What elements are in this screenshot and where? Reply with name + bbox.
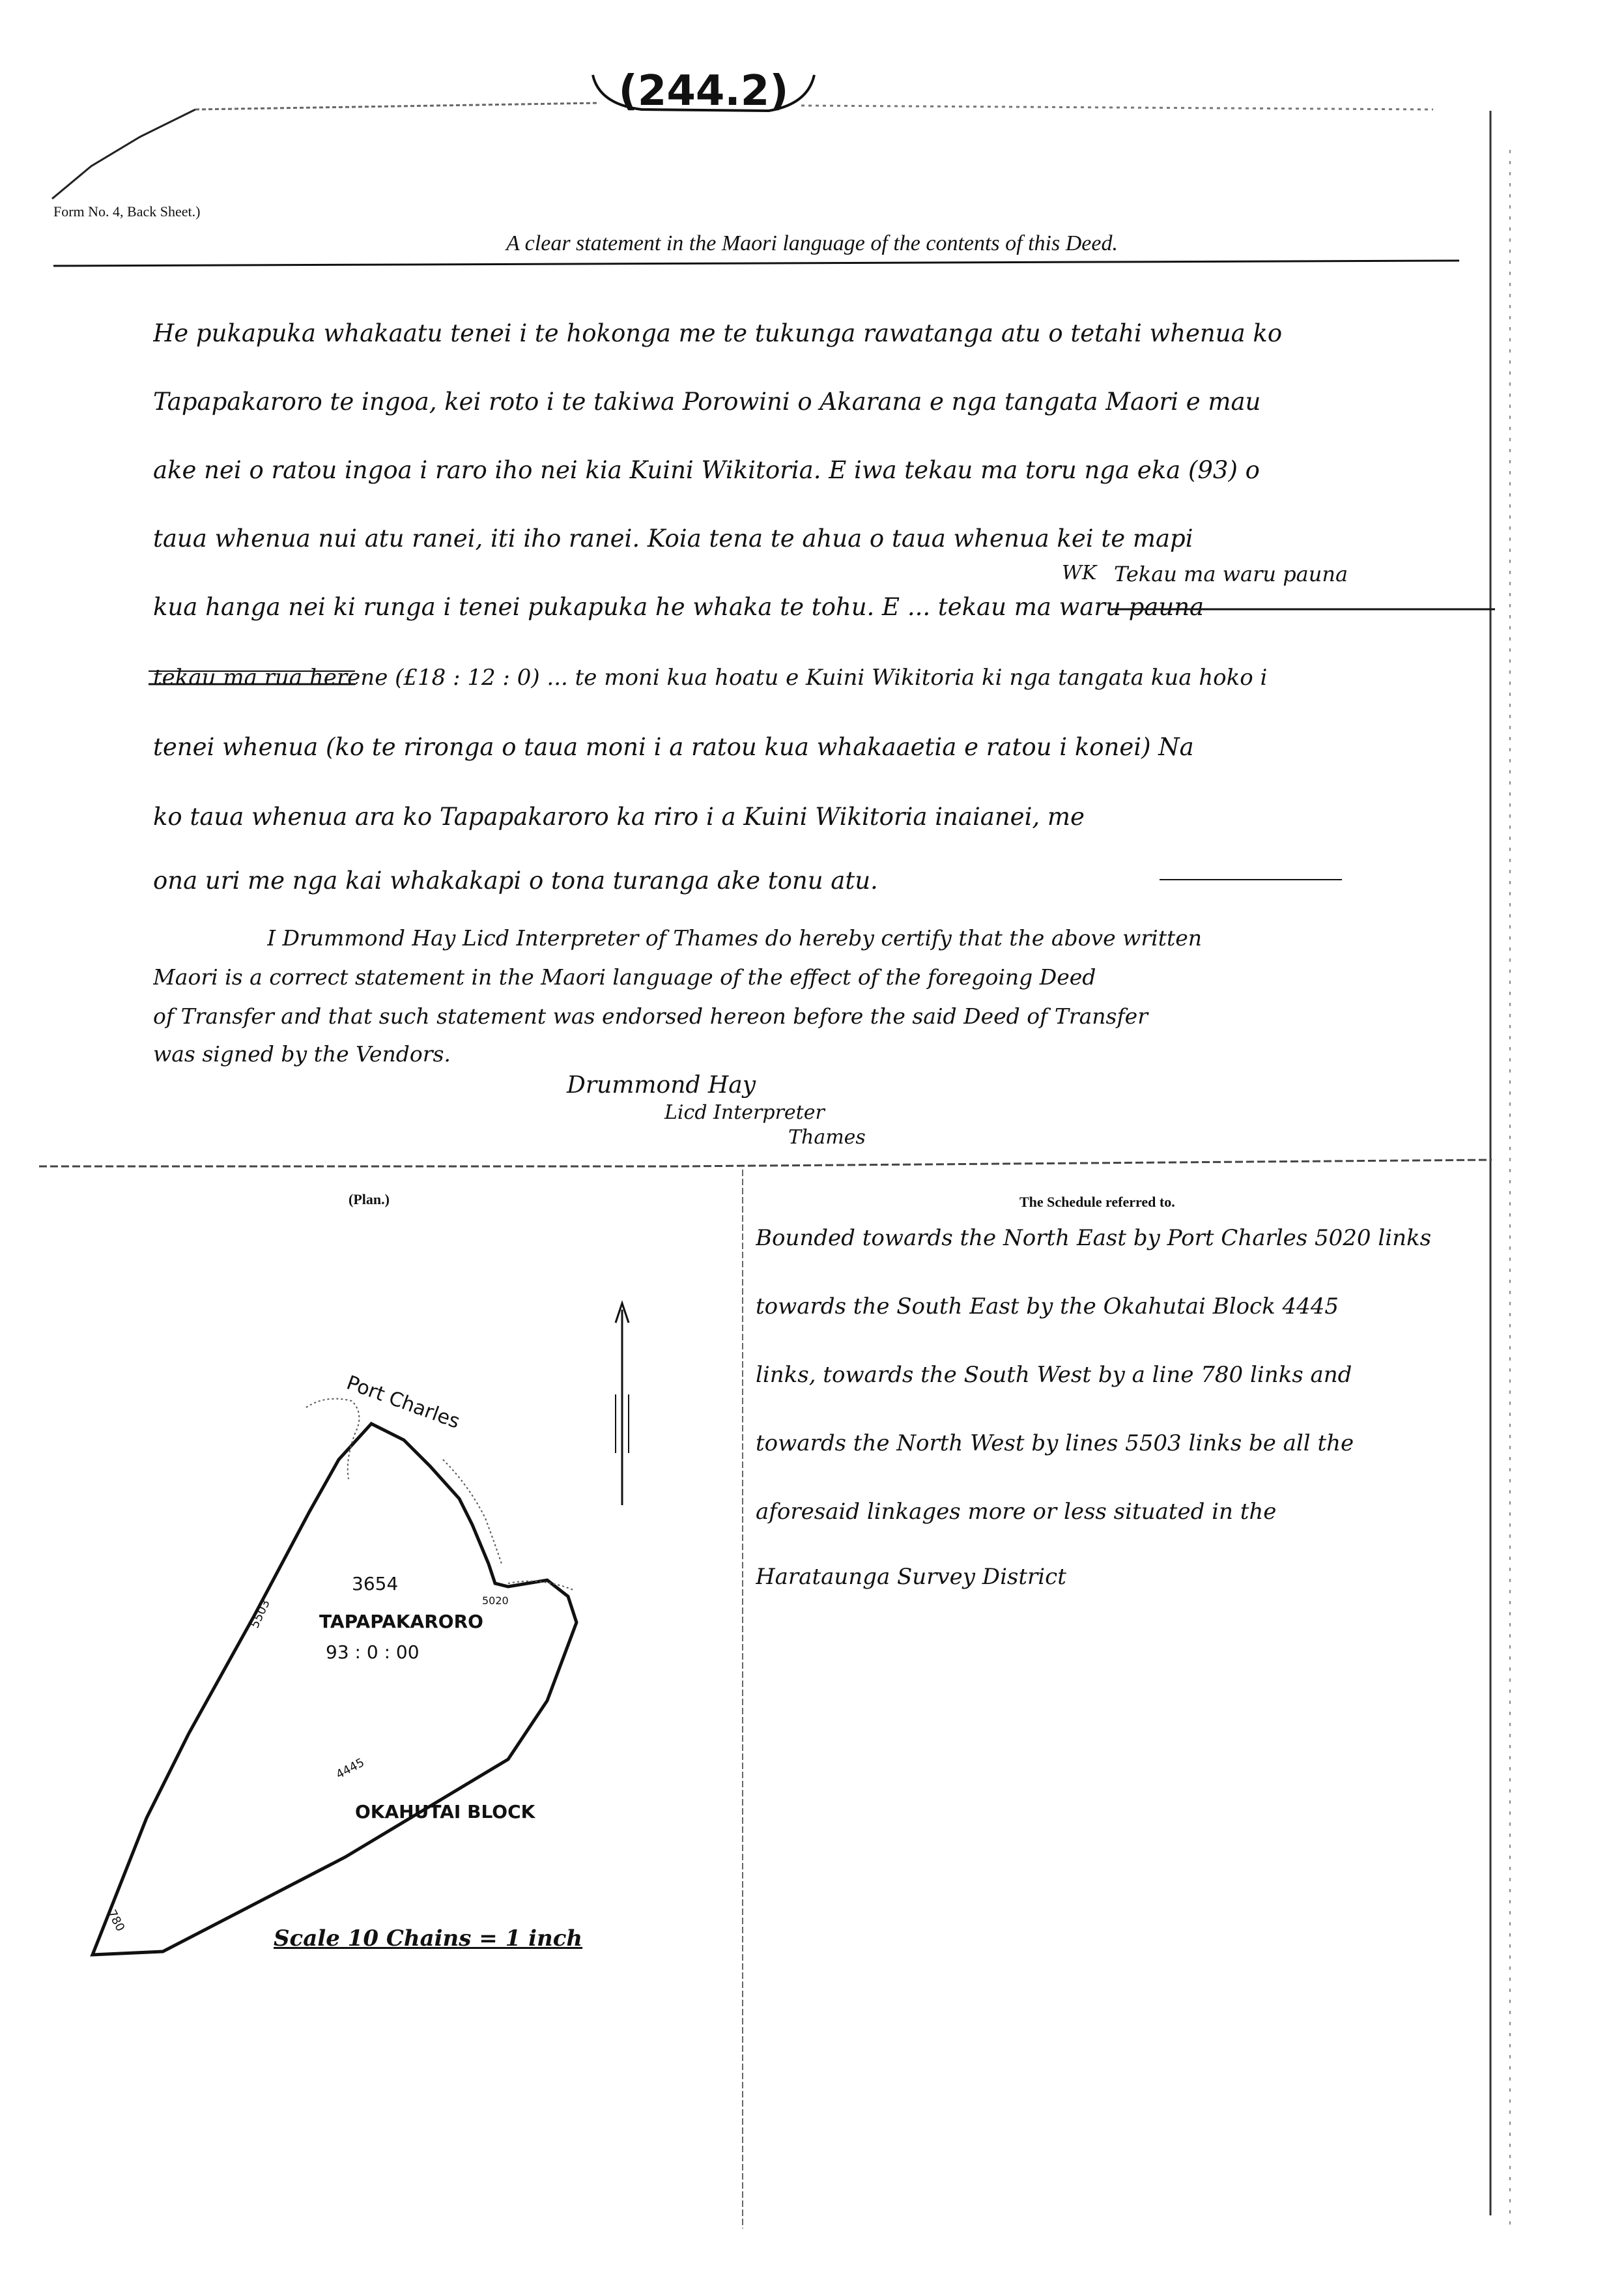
plan-scale: Scale 10 Chains = 1 inch [274,1925,583,1952]
statement-line: ko taua whenua ara ko Tapapakaroro ka riro i a Kuini Wikitoria inaianei, me [153,803,1085,831]
certificate-line: was signed by the Vendors. [153,1041,451,1067]
form-label: Form No. 4, Back Sheet.) [53,203,201,220]
length-south-west: 780 [104,1907,128,1934]
interlineation-initials: WK [1062,562,1097,584]
statement-line: ona uri me nga kai whakakapi o tona turanga ake tonu atu. [153,867,878,895]
length-south-east: 4445 [334,1755,367,1782]
schedule-line: Harataunga Survey District [756,1564,1066,1590]
length-north-west: 5503 [248,1597,273,1631]
statement-line: ake nei o ratou ingoa i raro iho nei kia Kuini Wikitoria. E iwa tekau ma toru nga eka (93) o [153,456,1260,484]
harbour-label: Port Charles [343,1371,463,1434]
section-divider [39,1160,1492,1166]
adjoining-block-label: OKAHUTAI BLOCK [355,1801,535,1823]
schedule-line: towards the South East by the Okahutai Block 4445 [756,1293,1339,1319]
tapapakaroro-boundary [93,1424,577,1955]
plan-label: (Plan.) [349,1191,390,1207]
signature-place: Thames [788,1126,866,1149]
certificate-line: of Transfer and that such statement was endorsed hereon before the said Deed of Transfer [153,1003,1148,1029]
schedule-line: towards the North West by lines 5503 links be all the [756,1430,1354,1456]
top-edge-left [195,103,599,109]
certificate-line: Maori is a correct statement in the Maori language of the effect of the foregoing Deed [153,964,1096,990]
statement-line: taua whenua nui atu ranei, iti iho ranei. Koia tena te ahua o taua whenua kei te mapi [153,525,1193,553]
schedule-line: Bounded towards the North East by Port Charles 5020 links [756,1225,1432,1251]
interlineation-text: Tekau ma waru pauna [1114,562,1348,586]
statement-line: tenei whenua (ko te rironga o taua moni i a ratou kua whakaaetia e ratou i konei) Na [153,733,1194,761]
schedule-label: The Schedule referred to. [1019,1194,1175,1210]
folded-corner-line [52,109,195,199]
area-value: 93 : 0 : 00 [326,1641,420,1663]
area-number: 3654 [352,1573,399,1594]
block-name: TAPAPAKARORO [319,1611,483,1632]
plan-labels [105,1372,536,1934]
schedule-line: links, towards the South West by a line 780 links and [756,1362,1352,1388]
statement-line: kua hanga nei ki runga i tenei pukapuka he whaka te tohu. E ... tekau ma waru pauna [153,593,1204,621]
statement-line: tekau ma rua herene (£18 : 12 : 0) ... te moni kua hoatu e Kuini Wikitoria ki nga tangata kua hoko i [153,665,1268,691]
coastline-right [443,1460,502,1564]
signature-title: Licd Interpreter [664,1101,825,1124]
reference-number: (244.2) [618,67,789,115]
statement-line: He pukapuka whakaatu tenei i te hokonga me te tukunga rawatanga atu o tetahi whenua ko [153,319,1283,347]
top-edge-right [801,106,1433,109]
statement-line: Tapapakaroro te ingoa, kei roto i te takiwa Porowini o Akarana e nga tangata Maori e mau [153,388,1261,416]
certificate-line: I Drummond Hay Licd Interpreter of Thames do hereby certify that the above written [267,925,1203,951]
schedule-line: aforesaid linkages more or less situated in the [756,1499,1277,1525]
heading-rule [53,261,1459,266]
signature-name: Drummond Hay [567,1072,756,1099]
deed-heading: A clear statement in the Maori language of the contents of this Deed. [506,231,1118,255]
length-north-east: 5020 [482,1594,509,1607]
